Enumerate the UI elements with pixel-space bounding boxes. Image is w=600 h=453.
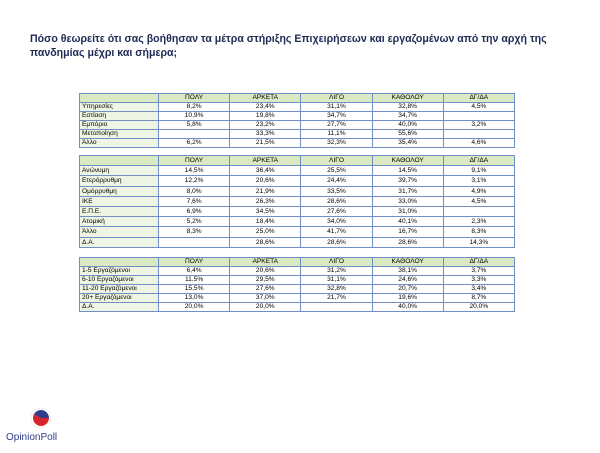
value-cell: 7,6%	[159, 196, 230, 206]
row-label: 11-20 Εργαζόμενοι	[80, 285, 159, 294]
header-blank-cell	[80, 258, 159, 267]
employees-table	[79, 257, 515, 312]
value-cell: 21,5%	[230, 139, 301, 148]
value-cell: 24,6%	[372, 276, 443, 285]
value-cell: 23,4%	[230, 103, 301, 112]
value-cell: 31,1%	[301, 103, 372, 112]
legal-form-table	[79, 155, 515, 248]
value-cell: 36,4%	[230, 166, 301, 176]
value-cell: 31,1%	[301, 276, 372, 285]
column-header: ΔΓ/ΔΑ	[443, 94, 514, 103]
value-cell: 6,4%	[159, 267, 230, 276]
value-cell: 3,1%	[443, 176, 514, 186]
value-cell: 11,5%	[159, 276, 230, 285]
value-cell: 11,1%	[301, 130, 372, 139]
value-cell	[301, 303, 372, 312]
column-header: ΛΙΓΟ	[301, 94, 372, 103]
table-row	[80, 130, 515, 139]
value-cell: 5,2%	[159, 217, 230, 227]
value-cell: 35,4%	[372, 139, 443, 148]
value-cell: 34,7%	[372, 112, 443, 121]
header-row	[80, 94, 515, 103]
value-cell: 4,9%	[443, 186, 514, 196]
logo-circle-icon	[31, 408, 51, 428]
value-cell	[159, 130, 230, 139]
column-header: ΠΟΛΥ	[159, 94, 230, 103]
value-cell: 8,3%	[443, 227, 514, 237]
value-cell: 34,5%	[230, 206, 301, 216]
value-cell: 33,0%	[372, 196, 443, 206]
table-row	[80, 227, 515, 237]
table-row	[80, 303, 515, 312]
row-label: 1-5 Εργαζόμενοι	[80, 267, 159, 276]
logo-text-part1: Opinion	[6, 432, 41, 443]
column-header: ΚΑΘΟΛΟΥ	[372, 258, 443, 267]
table-row	[80, 237, 515, 247]
column-header: ΑΡΚΕΤΑ	[230, 156, 301, 166]
table-row	[80, 186, 515, 196]
value-cell: 31,0%	[372, 206, 443, 216]
row-label: Δ.Α.	[80, 237, 159, 247]
value-cell: 29,5%	[230, 276, 301, 285]
value-cell: 40,1%	[372, 217, 443, 227]
value-cell: 38,1%	[372, 267, 443, 276]
row-label: Ομόρρυθμη	[80, 186, 159, 196]
value-cell: 39,7%	[372, 176, 443, 186]
value-cell: 41,7%	[301, 227, 372, 237]
column-header: ΔΓ/ΔΑ	[443, 258, 514, 267]
table-row	[80, 294, 515, 303]
value-cell: 31,7%	[372, 186, 443, 196]
table-row	[80, 166, 515, 176]
table-row	[80, 196, 515, 206]
table-row	[80, 217, 515, 227]
row-label: Ατομική	[80, 217, 159, 227]
value-cell: 55,6%	[372, 130, 443, 139]
logo-text-part2: Poll	[40, 432, 58, 443]
column-header: ΠΟΛΥ	[159, 258, 230, 267]
value-cell: 27,6%	[230, 285, 301, 294]
row-label: Ετερόρρυθμη	[80, 176, 159, 186]
value-cell: 4,5%	[443, 196, 514, 206]
row-label: ΙΚΕ	[80, 196, 159, 206]
value-cell: 8,0%	[159, 186, 230, 196]
value-cell: 21,7%	[301, 294, 372, 303]
value-cell: 4,5%	[443, 103, 514, 112]
value-cell: 26,3%	[230, 196, 301, 206]
value-cell: 14,5%	[159, 166, 230, 176]
row-label: Υπηρεσίες	[80, 103, 159, 112]
value-cell: 20,0%	[230, 303, 301, 312]
value-cell	[443, 112, 514, 121]
value-cell: 40,0%	[372, 303, 443, 312]
value-cell: 3,3%	[443, 276, 514, 285]
value-cell: 18,4%	[230, 217, 301, 227]
value-cell: 27,6%	[301, 206, 372, 216]
value-cell: 2,3%	[443, 217, 514, 227]
header-row	[80, 156, 515, 166]
value-cell: 9,1%	[443, 166, 514, 176]
value-cell: 40,0%	[372, 121, 443, 130]
header-blank-cell	[80, 94, 159, 103]
column-header: ΛΙΓΟ	[301, 156, 372, 166]
row-label: 6-10 Εργαζόμενοι	[80, 276, 159, 285]
value-cell: 19,6%	[372, 294, 443, 303]
value-cell	[443, 130, 514, 139]
value-cell: 28,6%	[372, 237, 443, 247]
table-row	[80, 285, 515, 294]
value-cell: 13,0%	[159, 294, 230, 303]
value-cell: 21,9%	[230, 186, 301, 196]
row-label: Ανώνυμη	[80, 166, 159, 176]
value-cell: 8,2%	[159, 103, 230, 112]
column-header: ΑΡΚΕΤΑ	[230, 94, 301, 103]
column-header: ΚΑΘΟΛΟΥ	[372, 94, 443, 103]
value-cell: 20,0%	[443, 303, 514, 312]
table-row	[80, 206, 515, 216]
table-row	[80, 139, 515, 148]
header-blank-cell	[80, 156, 159, 166]
value-cell: 3,2%	[443, 121, 514, 130]
value-cell: 4,6%	[443, 139, 514, 148]
value-cell: 32,8%	[372, 103, 443, 112]
table-row	[80, 121, 515, 130]
table-row	[80, 276, 515, 285]
row-label: Άλλο	[80, 139, 159, 148]
value-cell: 12,2%	[159, 176, 230, 186]
value-cell: 34,0%	[301, 217, 372, 227]
sector-table	[79, 93, 515, 148]
value-cell: 27,7%	[301, 121, 372, 130]
value-cell: 28,6%	[301, 196, 372, 206]
value-cell: 32,8%	[301, 285, 372, 294]
value-cell: 20,0%	[159, 303, 230, 312]
column-header: ΚΑΘΟΛΟΥ	[372, 156, 443, 166]
value-cell: 33,5%	[301, 186, 372, 196]
value-cell: 25,0%	[230, 227, 301, 237]
table-row	[80, 112, 515, 121]
value-cell: 33,3%	[230, 130, 301, 139]
table-row	[80, 103, 515, 112]
value-cell: 5,8%	[159, 121, 230, 130]
row-label: Μεταποίηση	[80, 130, 159, 139]
value-cell: 10,9%	[159, 112, 230, 121]
column-header: ΑΡΚΕΤΑ	[230, 258, 301, 267]
column-header: ΠΟΛΥ	[159, 156, 230, 166]
row-label: Εμπόριο	[80, 121, 159, 130]
value-cell: 24,4%	[301, 176, 372, 186]
row-label: Δ.Α.	[80, 303, 159, 312]
value-cell: 15,5%	[159, 285, 230, 294]
page-title: Πόσο θεωρείτε ότι σας βοήθησαν τα μέτρα στήριξης Επιχειρήσεων και εργαζομένων από την αρχή της πανδημίας μέχρι και σήμερα;	[30, 33, 547, 59]
row-label: Εστίαση	[80, 112, 159, 121]
row-label: Άλλο	[80, 227, 159, 237]
value-cell: 28,6%	[230, 237, 301, 247]
value-cell: 8,7%	[443, 294, 514, 303]
value-cell: 28,6%	[301, 237, 372, 247]
value-cell: 8,3%	[159, 227, 230, 237]
header-row	[80, 258, 515, 267]
value-cell: 6,2%	[159, 139, 230, 148]
value-cell: 25,5%	[301, 166, 372, 176]
row-label: Ε.Π.Ε.	[80, 206, 159, 216]
value-cell: 14,3%	[443, 237, 514, 247]
value-cell: 32,3%	[301, 139, 372, 148]
table-row	[80, 267, 515, 276]
value-cell: 34,7%	[301, 112, 372, 121]
value-cell: 6,9%	[159, 206, 230, 216]
value-cell: 37,0%	[230, 294, 301, 303]
column-header: ΛΙΓΟ	[301, 258, 372, 267]
row-label: 20+ Εργαζόμενοι	[80, 294, 159, 303]
value-cell: 20,6%	[230, 267, 301, 276]
value-cell: 19,8%	[230, 112, 301, 121]
table-row	[80, 176, 515, 186]
value-cell: 16,7%	[372, 227, 443, 237]
value-cell: 20,6%	[230, 176, 301, 186]
value-cell: 23,2%	[230, 121, 301, 130]
value-cell: 3,4%	[443, 285, 514, 294]
logo-text	[6, 432, 57, 443]
value-cell	[443, 206, 514, 216]
column-header: ΔΓ/ΔΑ	[443, 156, 514, 166]
value-cell: 20,7%	[372, 285, 443, 294]
value-cell: 3,7%	[443, 267, 514, 276]
value-cell	[159, 237, 230, 247]
opinionpoll-logo	[6, 408, 74, 450]
value-cell: 14,5%	[372, 166, 443, 176]
value-cell: 31,2%	[301, 267, 372, 276]
